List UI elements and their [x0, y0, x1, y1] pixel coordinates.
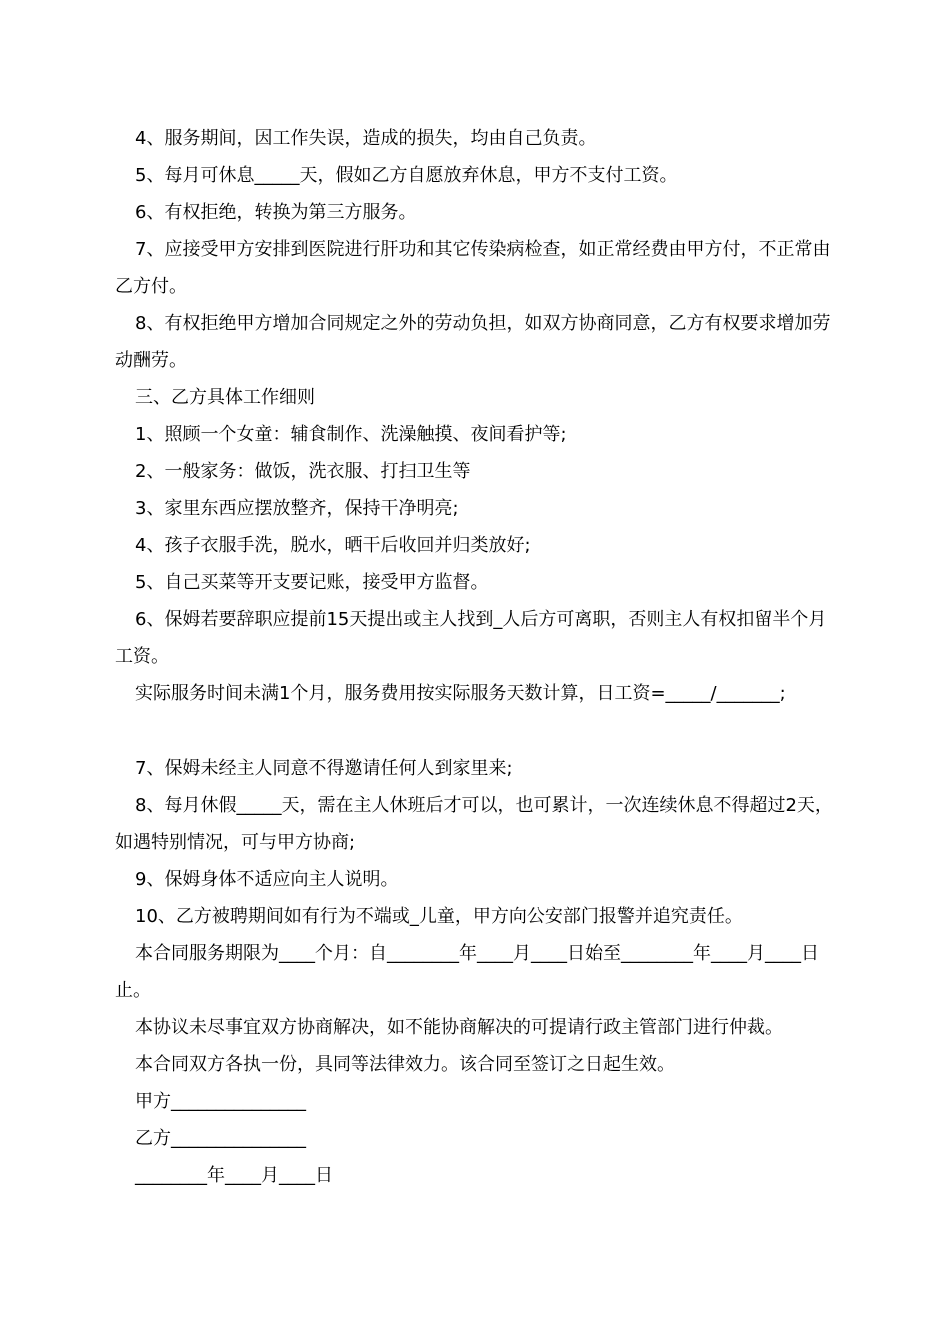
work-item-5: 5、自己买菜等开支要记账，接受甲方监督。 — [135, 572, 489, 593]
party-b-signature: 乙方_______________ — [135, 1128, 306, 1149]
effectiveness-clause: 本合同双方各执一份，具同等法律效力。该合同至签订之日起生效。 — [135, 1054, 675, 1075]
duty-item-4: 4、服务期间，因工作失误，造成的损失，均由自己负责。 — [135, 128, 597, 149]
duty-item-6: 6、有权拒绝，转换为第三方服务。 — [135, 202, 417, 223]
work-item-4: 4、孩子衣服手洗，脱水，晒干后收回并归类放好; — [135, 535, 531, 556]
work-item-7: 7、保姆未经主人同意不得邀请任何人到家里来; — [135, 758, 513, 779]
work-item-1: 1、照顾一个女童：辅食制作、洗澡触摸、夜间看护等; — [135, 424, 567, 445]
duty-item-5: 5、每月可休息_____天，假如乙方自愿放弃休息，甲方不支付工资。 — [135, 165, 678, 186]
work-item-8: 8、每月休假_____天，需在主人休班后才可以，也可累计，一次连续休息不得超过2天，如遇特别情况，可与甲方协商; — [115, 795, 833, 853]
party-a-signature: 甲方_______________ — [135, 1091, 306, 1112]
work-item-6: 6、保姆若要辞职应提前15天提出或主人找到_人后方可离职，否则主人有权扣留半个月工资。 — [115, 609, 827, 667]
service-term: 本合同服务期限为____个月：自________年____月____日始至________年____月____日止。 — [115, 943, 819, 1001]
duty-item-7: 7、应接受甲方安排到医院进行肝功和其它传染病检查，如正常经费由甲方付，不正常由乙方付。 — [115, 239, 831, 297]
daily-wage-note: 实际服务时间未满1个月，服务费用按实际服务天数计算，日工资=_____/_______; — [135, 683, 786, 704]
dispute-clause: 本协议未尽事宜双方协商解决，如不能协商解决的可提请行政主管部门进行仲裁。 — [135, 1017, 783, 1038]
work-item-10: 10、乙方被聘期间如有行为不端或_儿童，甲方向公安部门报警并追究责任。 — [135, 906, 743, 927]
duty-item-8: 8、有权拒绝甲方增加合同规定之外的劳动负担，如双方协商同意，乙方有权要求增加劳动酬劳。 — [115, 313, 831, 371]
work-item-2: 2、一般家务：做饭，洗衣服、打扫卫生等 — [135, 461, 471, 482]
signing-date: ________年____月____日 — [135, 1165, 333, 1186]
work-item-9: 9、保姆身体不适应向主人说明。 — [135, 869, 399, 890]
section-heading-3: 三、乙方具体工作细则 — [135, 387, 315, 408]
work-item-3: 3、家里东西应摆放整齐，保持干净明亮; — [135, 498, 459, 519]
